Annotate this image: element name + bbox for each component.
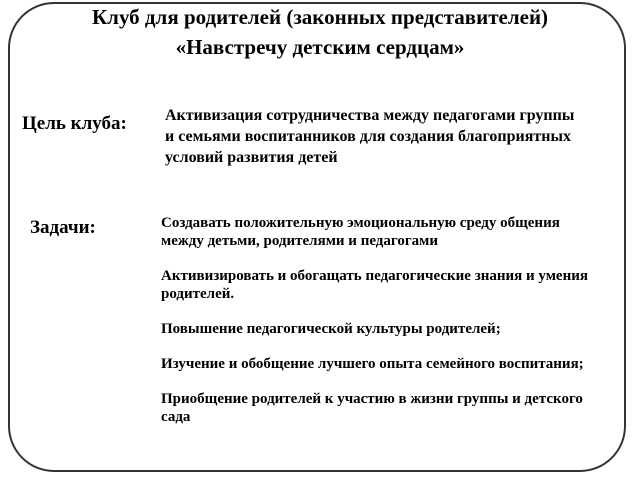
tasks-list (161, 214, 606, 443)
title-line-2: «Навстречу детским сердцам» (175, 35, 465, 59)
task-item: Изучение и обобщение лучшего опыта семейного воспитания; (161, 356, 584, 372)
goal-label: Цель клуба: (22, 113, 127, 134)
tasks-label: Задачи: (30, 217, 96, 238)
page-title (0, 2, 640, 62)
task-item: Создавать положительную эмоциональную среду общения между детьми, родителями и педагогами (161, 215, 560, 249)
task-item: Приобщение родителей к участию в жизни группы и детского сада (161, 391, 583, 425)
goal-text: Активизация сотрудничества между педагогами группы и семьями воспитанников для создания благоприятных условий развития детей (165, 107, 575, 166)
task-item: Повышение педагогической культуры родителей; (161, 321, 501, 337)
task-item: Активизировать и обогащать педагогические знания и умения родителей. (161, 268, 588, 302)
title-line-1: Клуб для родителей (законных представителей) (91, 5, 549, 29)
